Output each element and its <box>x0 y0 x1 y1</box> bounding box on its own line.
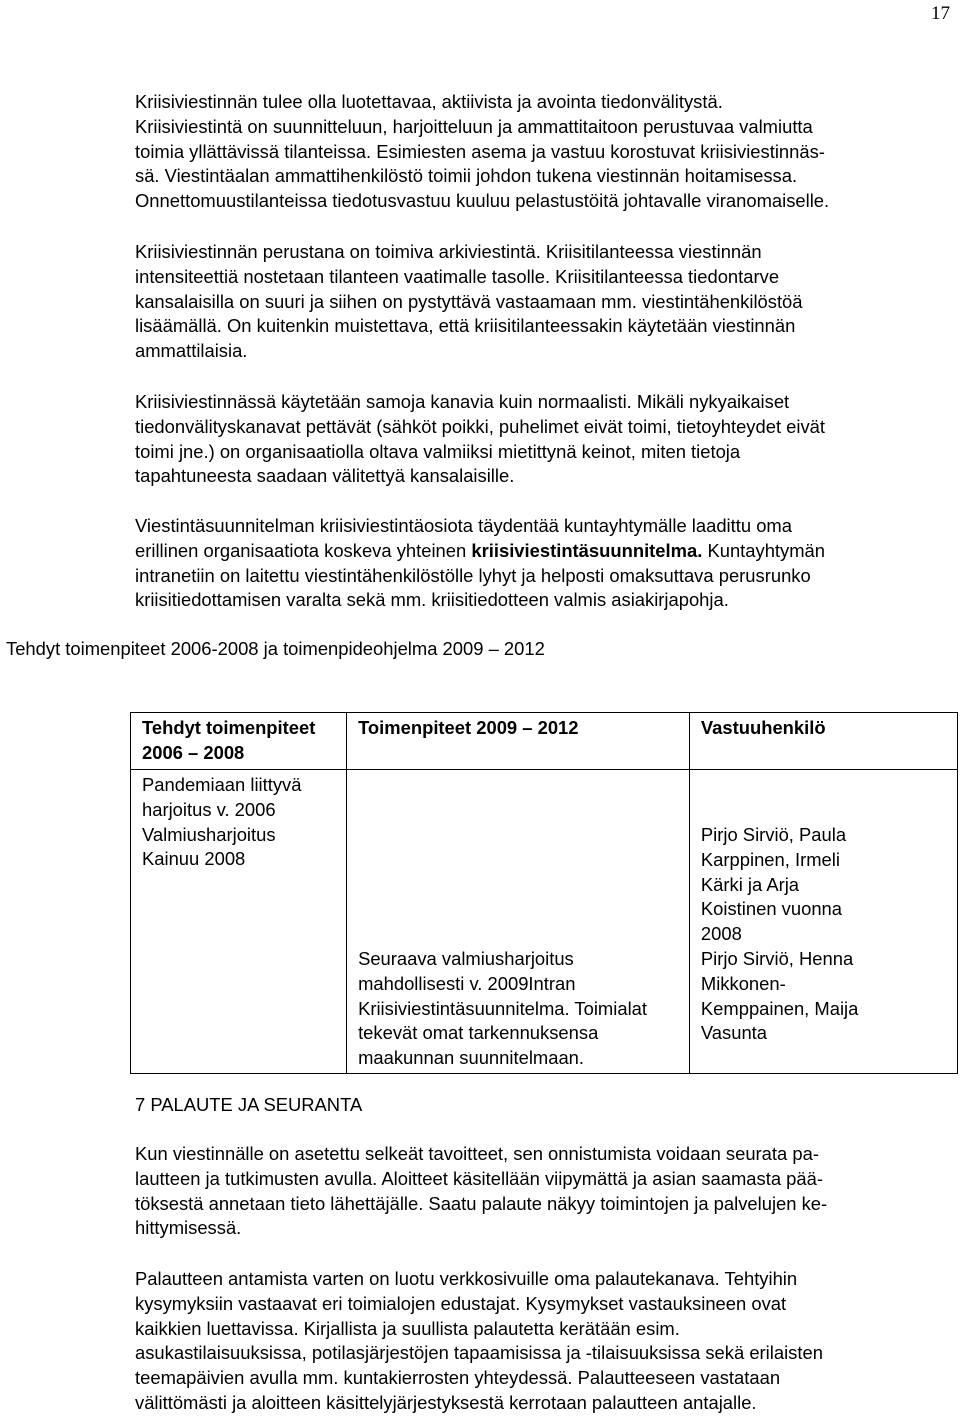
cell-line: Seuraava valmiusharjoitus <box>358 948 574 969</box>
cell-line: 2008 <box>700 923 742 945</box>
chapter-heading: 7 PALAUTE JA SEURANTA <box>135 1094 363 1115</box>
cell-line: Koistinen vuonna <box>700 898 843 920</box>
table-cell-planned <box>347 770 690 1074</box>
text-line: ammattilaisia. <box>135 340 248 362</box>
cell-line: tekevät omat tarkennuksensa <box>358 1022 599 1044</box>
cell-line: Pirjo Sirviö, Henna <box>700 947 854 969</box>
cell-line: Vasunta <box>700 1022 768 1044</box>
cell-line: Kärki ja Arja <box>700 873 800 895</box>
table-header-row <box>131 713 958 770</box>
header-line: Vastuuhenkilö <box>700 717 826 738</box>
cell-line: Valmiusharjoitus <box>142 823 276 845</box>
text-line: kriisitiedottamisen varalta sekä mm. kriisitiedotteen valmis asiakirjapohja. <box>135 589 729 611</box>
text-segment: erillinen organisaatiota koskeva yhteinen <box>135 539 472 561</box>
cell-line: Kemppainen, Maija <box>700 997 859 1019</box>
paragraph-channels <box>135 390 947 489</box>
cell-line: Mikkonen- <box>700 972 786 994</box>
table-row <box>131 770 958 1074</box>
text-line: toimia yllättävissä tilanteissa. Esimiesten asema ja vastuu korostuvat kriisiviestinnäs- <box>135 140 825 162</box>
text-line: Kriisiviestinnässä käytetään samoja kanavia kuin normaalisti. Mikäli nykyaikaiset <box>135 391 790 412</box>
cell-line: Pirjo Sirviö, Paula <box>700 824 847 845</box>
text-line: lisäämällä. On kuitenkin muistettava, että kriisitilanteessakin käytetään viestinnän <box>135 315 796 337</box>
text-line: intensiteettiä nostetaan tilanteen vaatimalle tasolle. Kriisitilanteessa tiedontarve <box>135 265 780 287</box>
cell-line: Karppinen, Irmeli <box>700 848 840 870</box>
header-line: Tehdyt toimenpiteet <box>142 717 316 738</box>
table-header-responsible <box>689 713 957 770</box>
cell-line: harjoitus v. 2006 <box>142 798 276 820</box>
text-line: asukastilaisuuksissa, potilasjärjestöjen tapaamisissa ja -tilaisuuksissa sekä erilaisten <box>135 1342 823 1364</box>
text-line: töksestä annetaan tieto lähettäjälle. Saatu palaute näkyy toimintojen ja palvelujen ke- <box>135 1192 828 1214</box>
text-line: toimi jne.) on organisaatiolla oltava valmiiksi mietittynä keinot, miten tietoja <box>135 440 741 462</box>
text-line: intranetiin on laitettu viestintähenkilöstölle lyhyt ja helposti omaksuttava perusrunko <box>135 564 811 586</box>
measures-table <box>130 712 958 1074</box>
bold-term: kriisiviestintäsuunnitelma. <box>471 539 703 561</box>
table-cell-responsible <box>689 770 957 1074</box>
paragraph-crisis-plan <box>135 514 947 613</box>
text-line: kansalaisilla on suuri ja siihen on pystyttävä vastaamaan mm. viestintähenkilöstöä <box>135 290 803 312</box>
text-line: kaikkien luettavissa. Kirjallista ja suullista palautetta kerätään esim. <box>135 1317 680 1339</box>
section-heading: Tehdyt toimenpiteet 2006-2008 ja toimenpideohjelma 2009 – 2012 <box>6 638 545 659</box>
text-line: Kriisiviestinnän perustana on toimiva arkiviestintä. Kriisitilanteessa viestinnän <box>135 241 762 262</box>
text-line: Kriisiviestinnän tulee olla luotettavaa, aktiivista ja avointa tiedonvälitystä. <box>135 91 723 112</box>
header-line: 2006 – 2008 <box>142 741 245 763</box>
text-line: tapahtuneesta saadaan välitettyä kansalaisille. <box>135 465 515 487</box>
text-line: lautteen ja tutkimusten avulla. Aloitteet käsitellään viipymättä ja asian saamasta pää- <box>135 1167 823 1189</box>
cell-line: mahdollisesti v. 2009Intran <box>358 972 576 994</box>
cell-line: maakunnan suunnitelmaan. <box>358 1047 585 1069</box>
text-line: Kriisiviestintä on suunnitteluun, harjoitteluun ja ammattitaitoon perustuvaa valmiutta <box>135 115 813 137</box>
text-line: sä. Viestintäalan ammattihenkilöstö toimii johdon tukena viestinnän hoitamisessa. <box>135 165 798 187</box>
cell-spacer <box>358 773 679 947</box>
cell-spacer <box>701 773 947 823</box>
text-line: Palautteen antamista varten on luotu verkkosivuille oma palautekanava. Tehtyihin <box>135 1268 798 1289</box>
page-number: 17 <box>931 3 950 24</box>
cell-line: Pandemiaan liittyvä <box>142 774 302 795</box>
table-cell-done <box>131 770 347 1074</box>
text-segment: Kuntayhtymän <box>702 539 826 561</box>
header-line: Toimenpiteet 2009 – 2012 <box>358 717 579 738</box>
paragraph-feedback-channel <box>135 1267 947 1416</box>
text-line: Kun viestinnälle on asetettu selkeät tavoitteet, sen onnistumista voidaan seurata pa- <box>135 1143 819 1164</box>
cell-line: Kainuu 2008 <box>142 848 246 870</box>
text-line: välittömästi ja aloitteen käsittelyjärjestyksestä kerrotaan palautteen antajalle. <box>135 1391 757 1413</box>
paragraph-crisis-communication <box>135 90 947 214</box>
table-header-done <box>131 713 347 770</box>
text-line: tiedonvälityskanavat pettävät (sähköt poikki, puhelimet eivät toimi, tietoyhteydet eivät <box>135 415 826 437</box>
text-line: Viestintäsuunnitelman kriisiviestintäosiota täydentää kuntayhtymälle laadittu oma <box>135 515 792 536</box>
text-line: teemapäivien avulla mm. kuntakierrosten yhteydessä. Palautteeseen vastataan <box>135 1367 781 1389</box>
paragraph-everyday-communication <box>135 240 947 364</box>
table-header-planned <box>347 713 690 770</box>
paragraph-feedback-goals <box>135 1142 947 1241</box>
text-line: hittymisessä. <box>135 1217 242 1239</box>
text-line <box>135 539 947 564</box>
cell-line: Kriisiviestintäsuunnitelma. Toimialat <box>358 997 647 1019</box>
text-line: Onnettomuustilanteissa tiedotusvastuu kuuluu pelastustöitä johtavalle viranomaiselle. <box>135 190 830 212</box>
text-line: kysymyksiin vastaavat eri toimialojen edustajat. Kysymykset vastauksineen ovat <box>135 1292 787 1314</box>
